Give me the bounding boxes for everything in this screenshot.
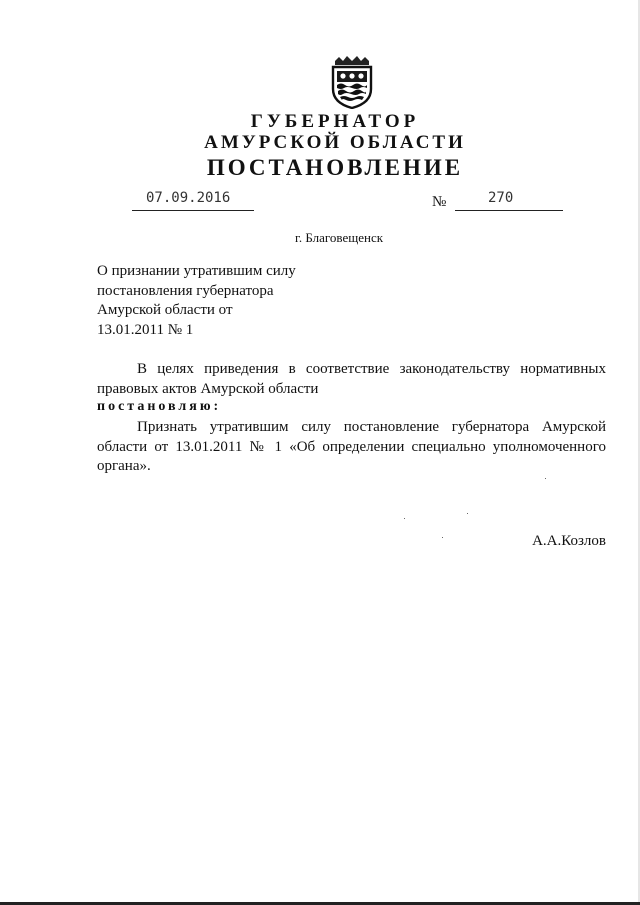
governor-title: ГУБЕРНАТОР [250, 111, 420, 132]
resolution-line: органа». [97, 458, 151, 474]
document-number: 270 [488, 190, 514, 206]
scan-speck [545, 478, 546, 479]
preamble-line: В целях приведения в соответствие законодательству нормативных [137, 361, 606, 377]
city-label: г. Благовещенск [294, 230, 384, 245]
document-type-title: ПОСТАНОВЛЕНИЕ [206, 155, 464, 180]
amur-coat-of-arms-icon [329, 55, 375, 109]
preamble-line: правовых актов Амурской области [97, 380, 319, 397]
document-subject [97, 262, 357, 340]
resolve-word: постановляю: [97, 399, 222, 414]
resolution-paragraph [97, 418, 606, 477]
region-title: АМУРСКОЙ ОБЛАСТИ [204, 132, 466, 153]
subject-line: О признании утратившим силу [97, 263, 296, 279]
subject-line: 13.01.2011 № 1 [97, 321, 194, 338]
resolution-line: области от 13.01.2011 № 1 «Об определении специально уполномоченного [97, 438, 606, 455]
scan-speck [442, 537, 443, 538]
resolution-line: Признать утратившим силу постановление губернатора Амурской [137, 419, 606, 435]
number-sign: № [432, 194, 447, 210]
document-date: 07.09.2016 [146, 190, 231, 206]
preamble-paragraph [97, 360, 606, 399]
date-underline [132, 210, 254, 211]
signature-name: А.А.Козлов [532, 533, 606, 549]
scan-speck [467, 513, 468, 514]
subject-line: постановления губернатора [97, 282, 274, 299]
number-underline [455, 210, 563, 211]
subject-line: Амурской области от [97, 302, 233, 318]
scan-speck [404, 518, 405, 519]
